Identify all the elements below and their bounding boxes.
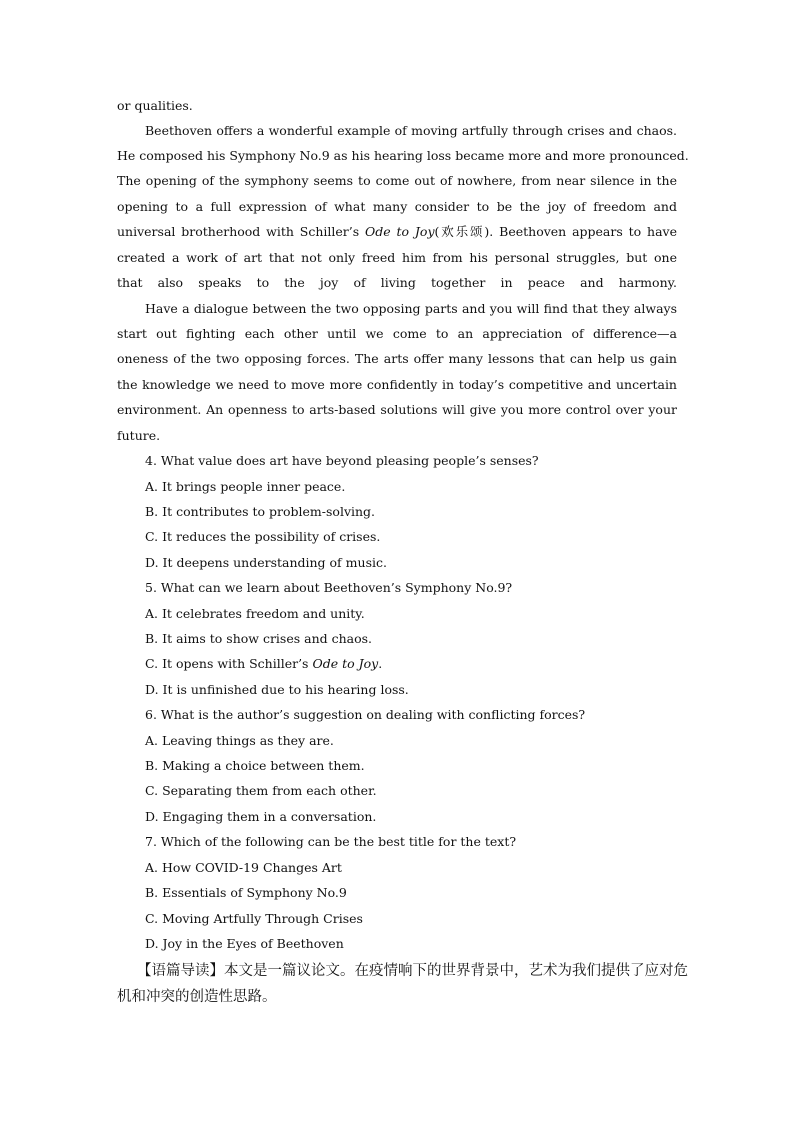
paragraph-line: start out fighting each other until we come to an appreciation of difference—a — [117, 326, 677, 341]
paragraph-line: created a work of art that not only freed him from his personal struggles, but one — [117, 250, 677, 265]
italic-title: Ode to Joy — [312, 656, 379, 671]
reading-guide-line: 【语篇导读】本文是一篇议论文。在疫情响下的世界背景中，艺术为我们提供了应对危 — [137, 963, 688, 979]
question-stem: 5. What can we learn about Beethoven’s Symphony No.9? — [145, 580, 513, 595]
answer-option: D. Engaging them in a conversation. — [145, 809, 377, 824]
paragraph-line: that also speaks to the joy of living together in peace and harmony. — [117, 275, 677, 290]
paragraph-line: opening to a full expression of what many consider to be the joy of freedom and — [117, 199, 677, 214]
paragraph-line: future. — [117, 428, 161, 443]
answer-option: C. It reduces the possibility of crises. — [145, 529, 381, 544]
question-stem: 6. What is the author’s suggestion on dealing with conflicting forces? — [145, 707, 586, 722]
text-run: C. It opens with Schiller’s — [145, 656, 313, 671]
answer-option: A. How COVID-19 Changes Art — [145, 860, 342, 875]
reading-guide-line: 机和冲突的创造性思路。 — [117, 989, 277, 1005]
answer-option: D. It deepens understanding of music. — [145, 555, 387, 570]
answer-option: B. Essentials of Symphony No.9 — [145, 885, 347, 900]
answer-option: B. It contributes to problem-solving. — [145, 504, 376, 519]
question-stem: 4. What value does art have beyond pleasing people’s senses? — [145, 453, 539, 468]
answer-option — [145, 656, 677, 672]
paragraph-line: the knowledge we need to move more confidently in today’s competitive and uncertain — [117, 377, 677, 392]
italic-title: Ode to Joy — [365, 224, 435, 239]
passage-continuation: or qualities. — [117, 98, 193, 113]
paragraph-line: environment. An openness to arts-based solutions will give you more control over your — [117, 402, 677, 417]
paragraph-line: The opening of the symphony seems to come out of nowhere, from near silence in the — [117, 173, 677, 188]
paragraph-line: Beethoven offers a wonderful example of moving artfully through crises and chaos. — [145, 123, 677, 138]
answer-option: A. It brings people inner peace. — [145, 479, 346, 494]
answer-option: D. Joy in the Eyes of Beethoven — [145, 936, 344, 951]
text-run: (欢乐颂). Beethoven appears to have — [434, 224, 677, 239]
answer-option: D. It is unfinished due to his hearing loss. — [145, 682, 409, 697]
question-stem: 7. Which of the following can be the best title for the text? — [145, 834, 517, 849]
answer-option: A. It celebrates freedom and unity. — [145, 606, 365, 621]
answer-option: B. It aims to show crises and chaos. — [145, 631, 373, 646]
answer-option: C. Moving Artfully Through Crises — [145, 911, 363, 926]
paragraph-line: oneness of the two opposing forces. The arts offer many lessons that can help us gain — [117, 351, 677, 366]
text-run: . — [378, 656, 383, 671]
paragraph-line: He composed his Symphony No.9 as his hearing loss became more and more pronounced. — [117, 148, 689, 163]
text-run: universal brotherhood with Schiller’s — [117, 224, 366, 239]
answer-option: A. Leaving things as they are. — [145, 733, 334, 748]
answer-option: C. Separating them from each other. — [145, 783, 377, 798]
answer-option: B. Making a choice between them. — [145, 758, 365, 773]
paragraph-line: Have a dialogue between the two opposing parts and you will find that they always — [145, 301, 677, 316]
paragraph-line — [117, 224, 677, 240]
